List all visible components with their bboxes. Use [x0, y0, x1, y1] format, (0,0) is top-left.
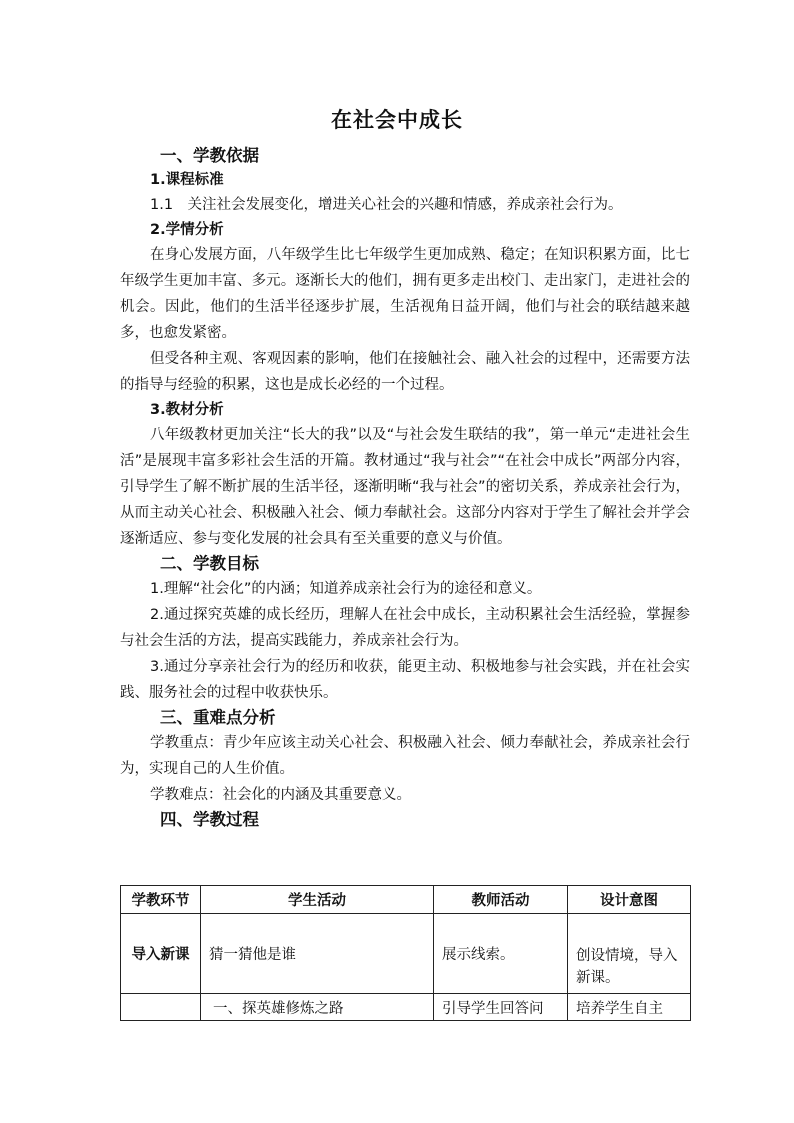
header-teacher-activity: 教师活动 [434, 886, 568, 914]
table-cell-student: 一、探英雄修炼之路 [201, 994, 434, 1021]
table-header-row [121, 886, 691, 914]
section-heading-basis: 一、学教依据 [160, 146, 259, 165]
table-cell-stage: 导入新课 [121, 914, 201, 994]
section-heading-goals: 二、学教目标 [160, 554, 259, 573]
header-student-activity: 学生活动 [201, 886, 434, 914]
process-table [120, 885, 691, 1021]
table-row [121, 914, 691, 994]
key-point-text: 学教重点：青少年应该主动关心社会、积极融入社会、倾力奉献社会，养成亲社会行为，实现自己的人生价值。 [120, 735, 690, 777]
header-design-intent: 设计意图 [568, 886, 691, 914]
subheading-curriculum: 1.课程标准 [150, 172, 224, 188]
table-cell-teacher: 引导学生回答问 [434, 994, 568, 1021]
learner-analysis-paragraph-2: 但受各种主观、客观因素的影响，他们在接触社会、融入社会的过程中，还需要方法的指导与经验的积累，这也是成长必经的一个过程。 [120, 351, 690, 393]
document-body [120, 144, 690, 832]
table-cell-intent: 培养学生自主 [568, 994, 691, 1021]
table-cell-student: 猜一猜他是谁 [201, 914, 434, 994]
learner-analysis-paragraph-1: 在身心发展方面，八年级学生比七年级学生更加成熟、稳定；在知识积累方面，比七年级学生更加丰富、多元。逐渐长大的他们，拥有更多走出校门、走出家门，走进社会的机会。因此，他们的生活半径逐步扩展，生活视角日益开阔，他们与社会的联结越来越多，也愈发紧密。 [120, 247, 690, 341]
table-cell-stage [121, 994, 201, 1021]
page-title: 在社会中成长 [331, 108, 463, 132]
section-heading-key-points: 三、重难点分析 [160, 708, 276, 727]
difficult-point-text: 学教难点：社会化的内涵及其重要意义。 [150, 787, 411, 803]
subheading-textbook-analysis: 3.教材分析 [150, 402, 224, 418]
textbook-analysis-paragraph: 八年级教材更加关注“长大的我”以及“与社会发生联结的我”，第一单元“走进社会生活”是展现丰富多彩社会生活的开篇。教材通过“我与社会”“在社会中成长”两部分内容，引导学生了解不断扩展的生活半径，逐渐明晰“我与社会”的密切关系，养成亲社会行为，从而主动关心社会、积极融入社会、倾力奉献社会。这部分内容对于学生了解社会并学会逐渐适应、参与变化发展的社会具有至关重要的意义与价值。 [120, 427, 690, 547]
table-row [121, 994, 691, 1021]
curriculum-standard-text: 1.1 关注社会发展变化，增进关心社会的兴趣和情感，养成亲社会行为。 [150, 197, 623, 213]
goal-1: 1.理解“社会化”的内涵；知道养成亲社会行为的途径和意义。 [150, 581, 542, 597]
table-cell-teacher: 展示线索。 [434, 914, 568, 994]
goal-2: 2.通过探究英雄的成长经历，理解人在社会中成长，主动积累社会生活经验，掌握参与社会生活的方法，提高实践能力，养成亲社会行为。 [120, 607, 690, 649]
header-stage: 学教环节 [121, 886, 201, 914]
subheading-learner-analysis: 2.学情分析 [150, 222, 224, 238]
table-cell-intent: 创设情境，导入新课。 [568, 914, 691, 994]
section-heading-process: 四、学教过程 [160, 810, 259, 829]
goal-3: 3.通过分享亲社会行为的经历和收获，能更主动、积极地参与社会实践，并在社会实践、服务社会的过程中收获快乐。 [120, 659, 690, 701]
